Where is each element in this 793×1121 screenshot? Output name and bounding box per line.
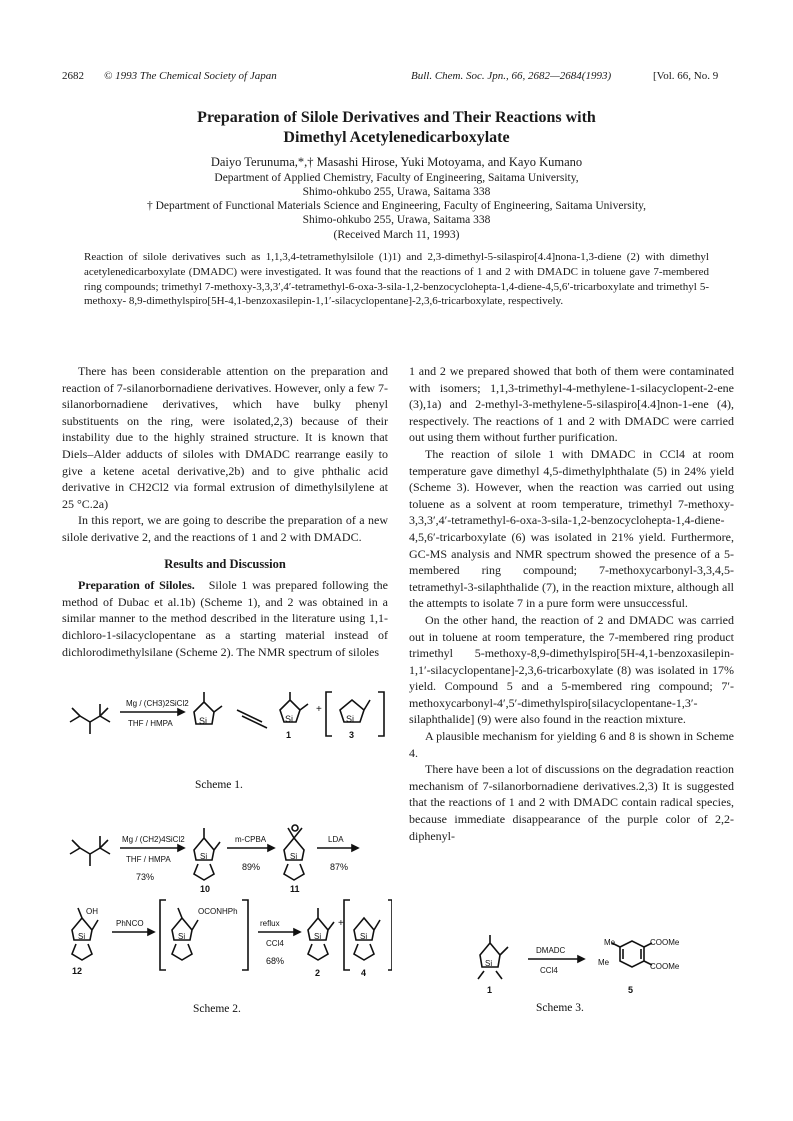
paragraph-preparation bbox=[62, 577, 388, 660]
compound-label-12: 12 bbox=[72, 966, 83, 976]
compound-label-10: 10 bbox=[200, 884, 211, 894]
plus-sign: + bbox=[338, 918, 344, 929]
scheme-2-caption: Scheme 2. bbox=[193, 1003, 241, 1015]
scheme-3-caption: Scheme 3. bbox=[536, 1002, 584, 1014]
compound-label-3: 3 bbox=[349, 730, 355, 740]
title-line-1: Preparation of Silole Derivatives and Their Reactions with bbox=[197, 109, 596, 126]
paragraph-discussion: There have been a lot of discussions on the degradation reaction mechanism of 7-silanorbornadiene derivatives.2,3) It is suggested that the reactions of 1 and 2 with DMADC contain radical species, because immediate disappearance of the purple color of 2,2-diphenyl- bbox=[409, 762, 734, 843]
methyl-label: Me bbox=[604, 938, 616, 947]
scheme-2-yield-3: 87% bbox=[330, 862, 349, 872]
left-column bbox=[62, 363, 388, 660]
affiliation-1-line-1: Department of Applied Chemistry, Faculty of Engineering, Saitama University, bbox=[214, 172, 579, 184]
compound-label-4: 4 bbox=[361, 968, 367, 978]
si-atom-label: Si bbox=[200, 852, 208, 861]
run-in-heading: Preparation of Siloles. bbox=[78, 578, 195, 593]
methyl-label: Me bbox=[598, 958, 610, 967]
si-atom-label: Si bbox=[178, 932, 186, 941]
scheme-1-figure bbox=[62, 688, 392, 808]
scheme-3-figure bbox=[470, 935, 700, 1025]
paragraph-reaction-1: The reaction of silole 1 with DMADC in CCl4 at room temperature gave dimethyl 4,5-dimethylphthalate (5) in 24% yield (Scheme 3). However, when the reaction was carried out using toluene as a solvent at room temperature, trimethyl 7-methoxy-3,3,3′,4′-tetramethyl-6-oxa-3-sila-1,2-benzocyclohepta-1,4-diene-4,5,6′-tricarboxylate (6) was isolated in 21% yield. Furthermore, GC-MS analysis and NMR spectrum showed the presence of a 5-membered ring compound; 7-methoxycarbonyl-3,3,4,5-tetramethyl-3-silaphthalide (7), in the reaction mixture, although all the attempts to isolate 7 in a pure form were unsuccessful. bbox=[409, 446, 734, 611]
scheme-1-reagent-top: Mg / (CH3)2SiCl2 bbox=[126, 699, 189, 708]
compound-label-2: 2 bbox=[315, 968, 321, 978]
affiliation-1-line-2: Shimo-ohkubo 255, Urawa, Saitama 338 bbox=[302, 185, 491, 198]
affiliation-2-line-2: Shimo-ohkubo 255, Urawa, Saitama 338 bbox=[302, 213, 491, 226]
received-date: (Received March 11, 1993) bbox=[333, 229, 460, 241]
affiliation-1 bbox=[60, 172, 733, 199]
paragraph-intro: There has been considerable attention on the preparation and reaction of 7-silanorbornadiene derivatives. However, only a few 7-silanorbornadiene derivatives, which have bulky phenyl substituents on the ring, were isolated,2,3) because of their instability due to the highly strained structure. It is known that Diels–Alder adducts of siloles with DMADC rearrange easily to give a ketene acetal derivative,2b) and to give phthalic acid derivative in CH2Cl2 via formal extrusion of dimethylsilylene at 25 °C.2a) bbox=[62, 364, 388, 511]
scheme-1-caption: Scheme 1. bbox=[195, 779, 243, 791]
si-atom-label: Si bbox=[485, 959, 493, 968]
compound-label-1: 1 bbox=[487, 985, 493, 995]
scheme-2-reagent-1-bottom: THF / HMPA bbox=[126, 855, 171, 864]
scheme-3-reagent-top: DMADC bbox=[536, 946, 566, 955]
right-column bbox=[409, 363, 734, 877]
phnco-reagent: PhNCO bbox=[116, 919, 144, 928]
scheme-2-reagent-3: LDA bbox=[328, 835, 344, 844]
compound-label-1: 1 bbox=[286, 730, 292, 740]
scheme-2-reagent-1-top: Mg / (CH2)4SiCl2 bbox=[122, 835, 185, 844]
si-atom-label: Si bbox=[360, 932, 368, 941]
reflux-label: reflux bbox=[260, 919, 280, 928]
affiliation-2-line-1: † Department of Functional Materials Science and Engineering, Faculty of Engineering, Saitama University, bbox=[146, 200, 647, 212]
scheme-2-yield-4: 68% bbox=[266, 956, 285, 966]
scheme-2-reagent-2: m-CPBA bbox=[235, 835, 267, 844]
paragraph-preparation-text: Silole 1 was prepared following the method of Dubac et al.1b) (Scheme 1), and 2 was obtained in a similar manner to the method described in the literature using 1,1-dichloro-1-silacyclopentane as a starting material instead of dichlorodimethylsilane (Scheme 2). The NMR spectrum of siloles bbox=[62, 578, 389, 659]
plus-sign: + bbox=[316, 704, 322, 715]
scheme-3-reagent-bottom: CCl4 bbox=[540, 966, 558, 975]
scheme-2-yield-2: 89% bbox=[242, 862, 261, 872]
paragraph-reaction-2: On the other hand, the reaction of 2 and DMADC was carried out in toluene at room temperature, the 7-membered ring product trimethyl 5-methoxy-8,9-dimethylspiro[5H-4,1-benzoxasilepin-1,1′-silacyclopentane]-2,3,6-tricarboxylate (8) was isolated in 17% yield. Compound 5 and a 5-membered ring compound; 7′-methoxycarbonyl-4′,5′-dimethylspiro[silacyclopentane-1,3′-silaphthalide] (9) were also found in the reaction mixture. bbox=[409, 612, 734, 727]
authors: Daiyo Terunuma,*,† Masashi Hirose, Yuki Motoyama, and Kayo Kumano bbox=[210, 155, 583, 169]
abstract: Reaction of silole derivatives such as 1,1,3,4-tetramethylsilole (1)1) and 2,3-dimethyl-5-silaspiro[4.4]nona-1,3-diene (2) with dimethyl acetylenedicarboxylate (DMADC) were investigated. It was found that the reactions of 1 and 2 with DMADC in toluene gave 7-membered ring compounds; trimethyl 7-methoxy-3,3,3′,4′-tetramethyl-6-oxa-3-sila-1,2-benzocyclohepta-1,4-diene-4,5,6′-tricarboxylate and trimethyl 5-methoxy- 8,9-dimethylspiro[5H-4,1-benzoxasilepin-1,1′-silacyclopentane]-2,3,6-tricarboxylate, respectively. bbox=[84, 251, 709, 308]
title-line-2: Dimethyl Acetylenedicarboxylate bbox=[283, 129, 510, 146]
scheme-2-figure bbox=[62, 820, 392, 1040]
paragraph-report: In this report, we are going to describe the preparation of a new silole derivative 2, and the reactions of 1 and 2 with DMADC. bbox=[62, 513, 388, 544]
journal-citation: Bull. Chem. Soc. Jpn., 66, 2682—2684(1993) bbox=[411, 70, 612, 82]
si-atom-label: Si bbox=[199, 716, 208, 726]
si-atom-label: Si bbox=[285, 714, 294, 724]
ester-label: COOMe bbox=[650, 938, 680, 947]
paragraph-mechanism: A plausible mechanism for yielding 6 and 8 is shown in Scheme 4. bbox=[409, 729, 734, 760]
page-number: 2682 bbox=[62, 70, 84, 82]
si-atom-label: Si bbox=[78, 932, 86, 941]
scheme-1-reagent-bottom: THF / HMPA bbox=[128, 719, 173, 728]
affiliation-2 bbox=[60, 200, 733, 227]
scheme-2-yield-1: 73% bbox=[136, 872, 155, 882]
ccl4-label: CCl4 bbox=[266, 939, 284, 948]
copyright: © 1993 The Chemical Society of Japan bbox=[104, 70, 277, 82]
si-atom-label: Si bbox=[314, 932, 322, 941]
article-title bbox=[60, 108, 733, 148]
si-atom-label: Si bbox=[290, 852, 298, 861]
volume-info: [Vol. 66, No. 9 bbox=[653, 70, 719, 82]
paragraph-isomers: 1 and 2 we prepared showed that both of them were contaminated with isomers; 1,1,3-trimethyl-4-methylene-1-silacyclopent-2-ene (3),1a) and 2-methyl-3-methylene-5-silaspiro[4.4]non-1-ene (4), respectively. The reactions of 1 and 2 with DMADC were carried out using them without further purification. bbox=[409, 364, 734, 445]
oh-label: OH bbox=[86, 907, 98, 916]
si-atom-label: Si bbox=[346, 714, 355, 724]
diene-structure bbox=[70, 704, 110, 734]
section-heading: Results and Discussion bbox=[164, 556, 286, 571]
compound-label-5: 5 bbox=[628, 985, 634, 995]
compound-label-11: 11 bbox=[290, 884, 300, 894]
ester-label: COOMe bbox=[650, 962, 680, 971]
oconhph-label: OCONHPh bbox=[198, 907, 238, 916]
